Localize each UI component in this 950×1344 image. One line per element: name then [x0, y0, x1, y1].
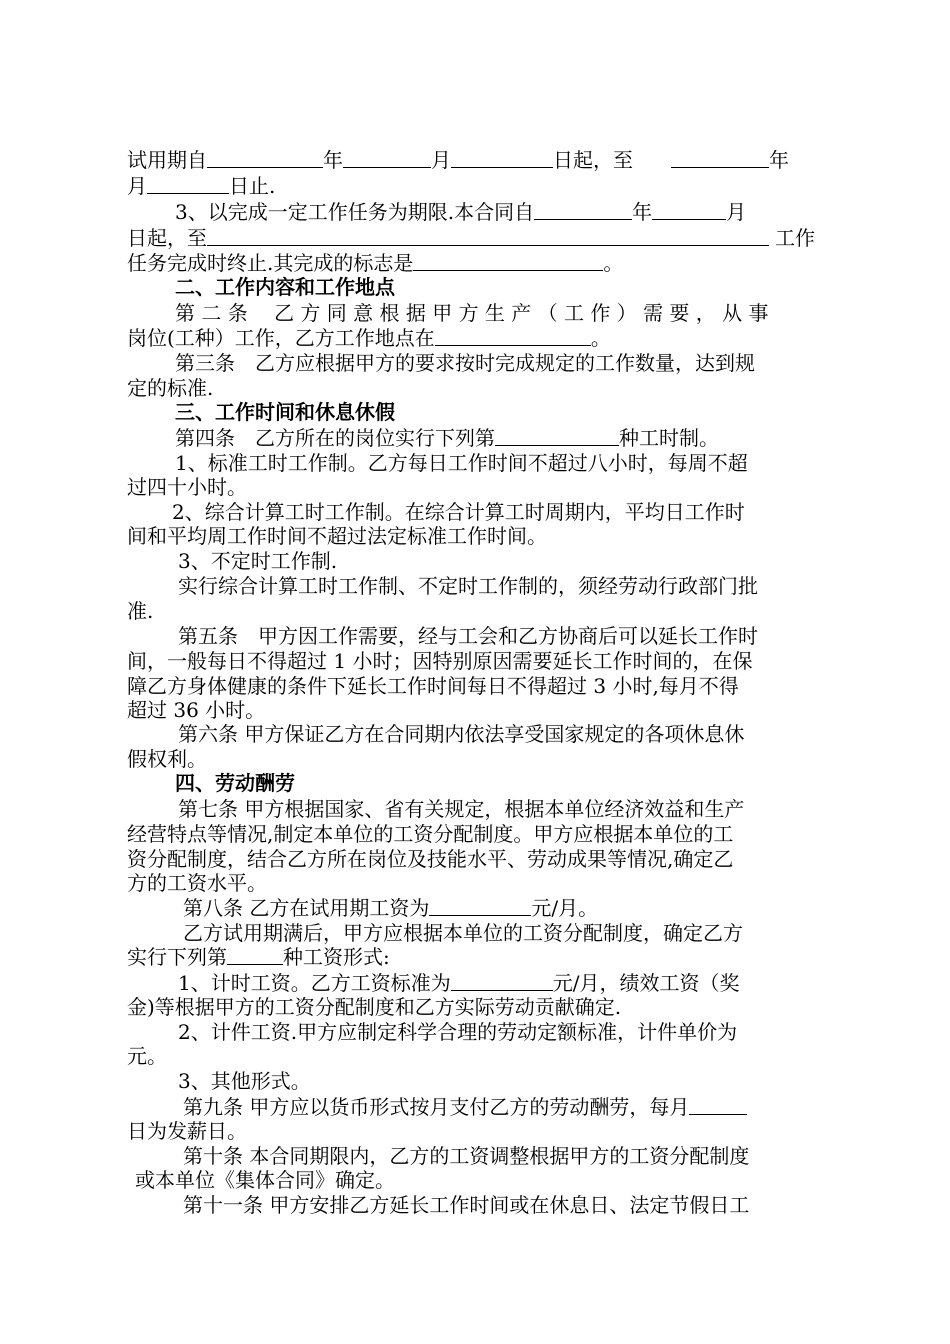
paragraph-line [183, 1094, 747, 1120]
blank-field [227, 944, 283, 965]
paragraph-line [127, 250, 623, 276]
paragraph-line: 第三条 乙方应根据甲方的要求按时完成规定的工作数量，达到规 [175, 351, 755, 375]
blank-field [451, 970, 553, 991]
section-heading: 四、劳动酬劳 [175, 771, 295, 795]
text: 月 [431, 148, 451, 172]
paragraph-line [178, 970, 739, 996]
paragraph-line: 超过 36 小时。 [127, 698, 266, 722]
text: 。 [603, 251, 624, 275]
paragraph-line: 假权利。 [127, 747, 207, 771]
paragraph-line: 或本单位《集体合同》确定。 [135, 1168, 395, 1192]
text: 月 [726, 200, 747, 224]
paragraph-line: 2、计件工资.甲方应制定科学合理的劳动定额标准，计件单价为 [178, 1020, 738, 1044]
paragraph-line: 资分配制度，结合乙方所在岗位及技能水平、劳动成果等情况,确定乙 [127, 847, 734, 871]
paragraph-line [183, 895, 598, 921]
paragraph-line: 3、不定时工作制. [178, 549, 338, 573]
paragraph-line [175, 199, 746, 225]
text: 第四条 乙方所在的岗位实行下列第 [175, 426, 495, 450]
text: 试用期自 [127, 148, 207, 172]
paragraph-line: 第五条 甲方因工作需要，经与工会和乙方协商后可以延长工作时 [178, 624, 758, 648]
paragraph-line: 实行综合计算工时工作制、不定时工作制的，须经劳动行政部门批 [178, 574, 758, 598]
paragraph-line: 第十条 本合同期限内，乙方的工资调整根据甲方的工资分配制度 [183, 1144, 750, 1168]
blank-field [413, 250, 603, 271]
text: 日起，至 [553, 148, 633, 172]
blank-field [435, 325, 591, 346]
blank-field [495, 425, 619, 446]
paragraph-line [175, 425, 719, 451]
text: 月 [127, 174, 147, 198]
paragraph-line: 第 二 条 乙 方 同 意 根 据 甲 方 生 产 （ 工 作 ） 需 要 ， 从 事 [175, 301, 769, 325]
text: 种工时制。 [619, 426, 719, 450]
paragraph-line: 第十一条 甲方安排乙方延长工作时间或在休息日、法定节假日工 [183, 1193, 750, 1217]
paragraph-line: 3、其他形式。 [178, 1069, 311, 1093]
paragraph-line: 乙方试用期满后，甲方应根据本单位的工资分配制度，确定乙方 [183, 921, 743, 945]
blank-field [343, 147, 431, 168]
blank-field [451, 147, 553, 168]
text: 第八条 乙方在试用期工资为 [183, 896, 430, 920]
blank-field [147, 173, 229, 194]
paragraph-line: 障乙方身体健康的条件下延长工作时间每日不得超过 3 小时,每月不得 [127, 674, 739, 698]
section-heading: 三、工作时间和休息休假 [175, 400, 395, 424]
text: 年 [632, 200, 653, 224]
text: 第九条 甲方应以货币形式按月支付乙方的劳动酬劳，每月 [183, 1095, 690, 1119]
paragraph-line: 间，一般每日不得超过 1 小时；因特别原因需要延长工作时间的，在保 [127, 649, 753, 673]
paragraph-line: 第六条 甲方保证乙方在合同期内依法享受国家规定的各项休息休 [178, 722, 745, 746]
paragraph-line: 准. [127, 599, 154, 623]
text: 元/月，绩效工资（奖 [552, 971, 740, 995]
blank-field [689, 1094, 747, 1115]
text: 工作 [775, 226, 815, 250]
text: 3、以完成一定工作任务为期限.本合同自 [175, 200, 535, 224]
paragraph-line: 第七条 甲方根据国家、省有关规定，根据本单位经济效益和生产 [178, 797, 745, 821]
text: 岗位(工种）工作，乙方工作地点在 [127, 326, 435, 350]
blank-field [652, 199, 726, 220]
paragraph-line: 经营特点等情况,制定本单位的工资分配制度。甲方应根据本单位的工 [127, 822, 734, 846]
text: 种工资形式: [283, 945, 390, 969]
paragraph-line: 日为发薪日。 [127, 1119, 247, 1143]
blank-field [429, 895, 531, 916]
text: 年 [769, 148, 789, 172]
paragraph-line: 间和平均周工作时间不超过法定标准工作时间。 [127, 524, 547, 548]
blank-field [207, 147, 323, 168]
paragraph-line: 2、综合计算工时工作制。在综合计算工时周期内，平均日工作时 [172, 500, 745, 524]
text: 日起，至 [127, 226, 207, 250]
text: 年 [323, 148, 343, 172]
paragraph-line: 1、标准工时工作制。乙方每日工作时间不超过八小时，每周不超 [175, 451, 748, 475]
blank-field [207, 225, 769, 246]
blank-field [671, 147, 769, 168]
paragraph-line [127, 944, 390, 970]
paragraph-line [127, 325, 611, 351]
paragraph-line: 方的工资水平。 [127, 871, 267, 895]
blank-field [534, 199, 632, 220]
text: 实行下列第 [127, 945, 227, 969]
paragraph-line: 定的标准. [127, 376, 214, 400]
paragraph-line: 过四十小时。 [127, 475, 247, 499]
text: 任务完成时终止.其完成的标志是 [127, 251, 414, 275]
text: 日止. [229, 174, 276, 198]
text: 。 [590, 326, 611, 350]
probation-period-line [127, 147, 789, 173]
text: 1、计时工资。乙方工资标准为 [178, 971, 451, 995]
paragraph-line [127, 173, 275, 199]
paragraph-line: 金)等根据甲方的工资分配制度和乙方实际劳动贡献确定. [127, 995, 622, 1019]
paragraph-line [127, 225, 815, 251]
paragraph-line: 元。 [127, 1044, 167, 1068]
section-heading: 二、工作内容和工作地点 [175, 275, 395, 299]
text: 元/月。 [531, 896, 599, 920]
